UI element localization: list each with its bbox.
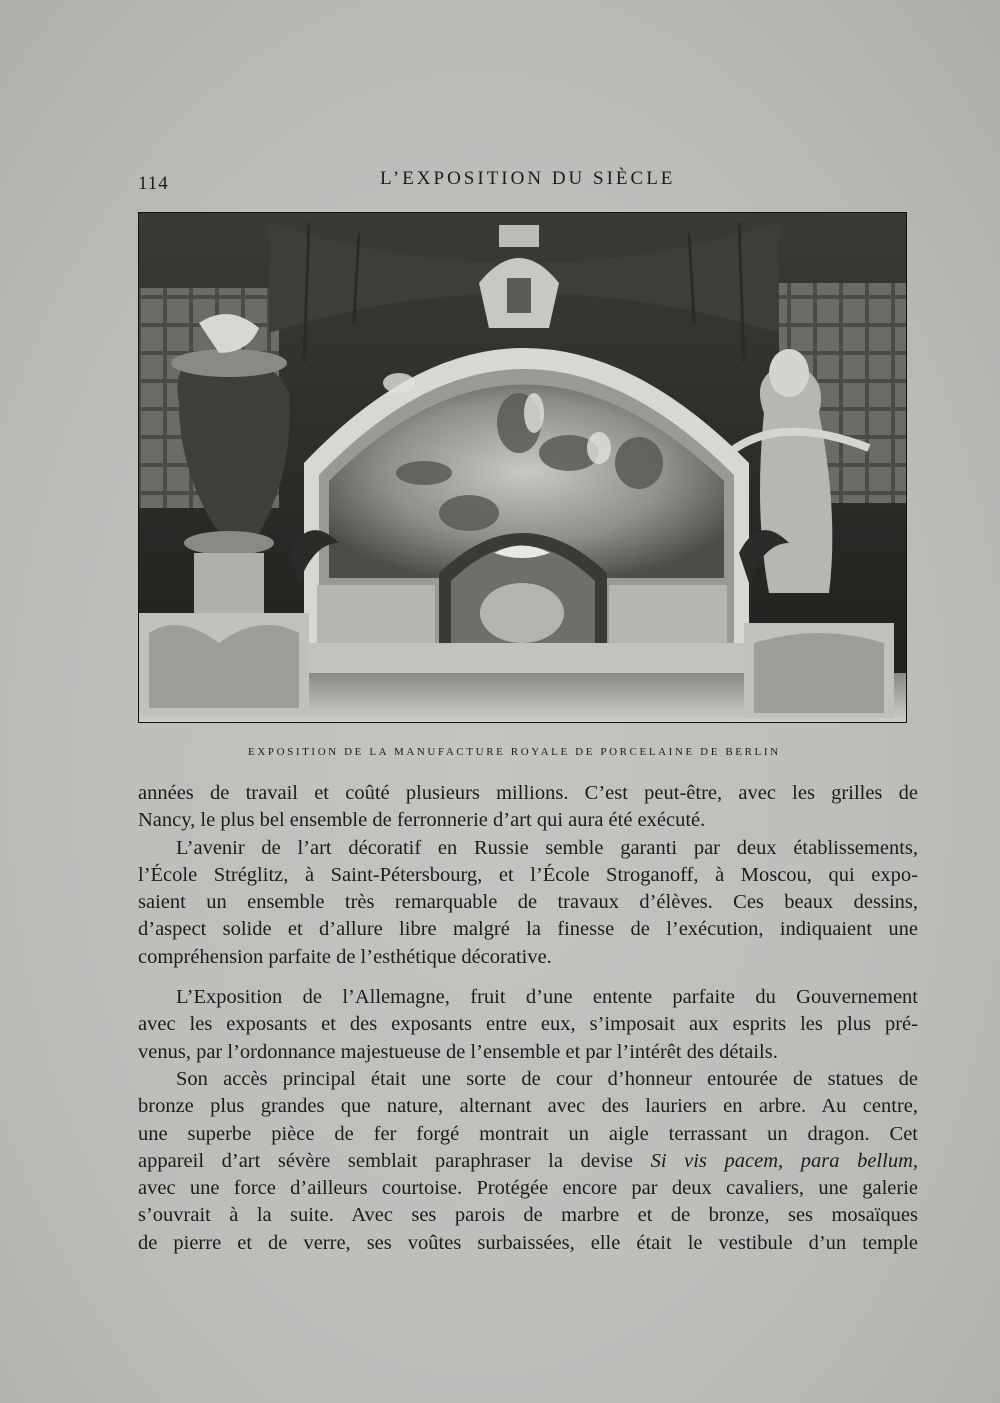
text-line: une superbe pièce de fer forgé montrait un aigle terrassant un dragon. Cet	[138, 1122, 918, 1145]
plate-caption: EXPOSITION DE LA MANUFACTURE ROYALE DE PORCELAINE DE BERLIN	[248, 746, 781, 758]
paragraph	[138, 1066, 918, 1257]
text-line: Son accès principal était une sorte de cour d’honneur entourée de statues de	[176, 1067, 918, 1090]
text-line: avec une force d’ailleurs courtoise. Protégée encore par deux cavaliers, une galerie	[138, 1177, 918, 1200]
text-line: compréhension parfaite de l’esthétique décorative.	[138, 945, 552, 968]
text-line: L’Exposition de l’Allemagne, fruit d’une entente parfaite du Gouvernement	[176, 986, 918, 1009]
paragraph	[138, 984, 918, 1066]
paragraph	[138, 780, 918, 835]
text-line: bronze plus grandes que nature, alternant avec des lauriers en arbre. Au centre,	[138, 1095, 918, 1118]
text-line: années de travail et coûté plusieurs millions. C’est peut-être, avec les grilles de	[138, 782, 918, 804]
running-title: L’EXPOSITION DU SIÈCLE	[380, 168, 676, 189]
photograph-plate	[138, 212, 907, 723]
paragraph	[138, 835, 918, 971]
text-line: d’aspect solide et d’allure libre malgré la finesse de l’exécution, indiquaient une	[138, 918, 918, 941]
text-line: de pierre et de verre, ses voûtes surbaissées, elle était le vestibule d’un temple	[138, 1231, 918, 1254]
porcelain-exhibit-photo	[139, 213, 906, 722]
text-line: Nancy, le plus bel ensemble de ferronnerie d’art qui aura été exécuté.	[138, 809, 706, 832]
body-text	[138, 780, 918, 1257]
text-line: venus, par l’ordonnance majestueuse de l’ensemble et par l’intérêt des détails.	[138, 1040, 778, 1063]
text-line	[138, 1148, 918, 1175]
page-number: 114	[138, 173, 169, 194]
text-line: saient un ensemble très remarquable de travaux d’élèves. Ces beaux dessins,	[138, 891, 918, 914]
italic-motto: Si vis pacem, para bellum,	[650, 1149, 918, 1172]
text-run: appareil d’art sévère semblait paraphraser la devise	[138, 1149, 651, 1172]
text-line: l’École Stréglitz, à Saint-Pétersbourg, et l’École Stroganoff, à Moscou, qui expo-	[138, 863, 918, 886]
text-line: L’avenir de l’art décoratif en Russie semble garanti par deux établissements,	[176, 836, 918, 859]
text-line: avec les exposants et des exposants entre eux, s’imposait aux esprits les plus pré-	[138, 1013, 918, 1036]
text-line: s’ouvrait à la suite. Avec ses parois de marbre et de bronze, ses mosaïques	[138, 1204, 918, 1227]
